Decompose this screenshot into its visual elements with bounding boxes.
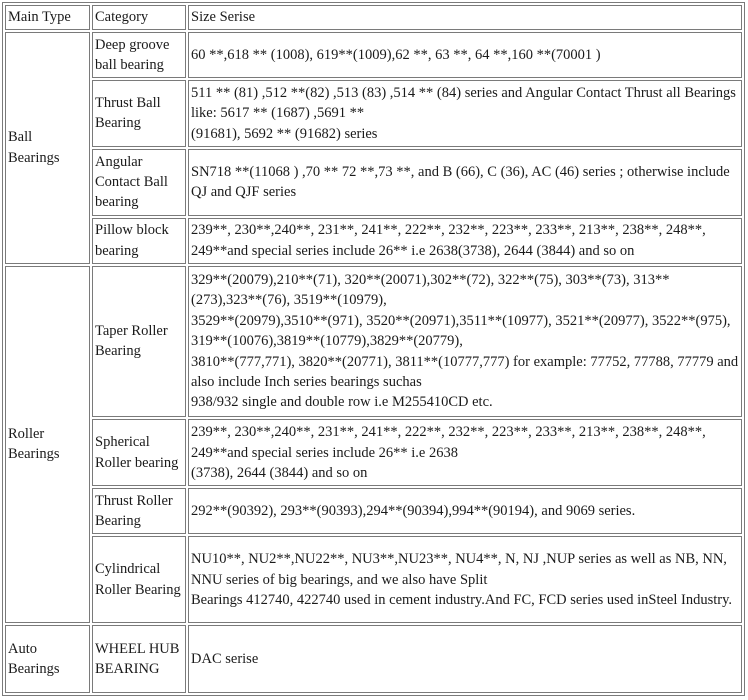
size-cell [188,149,742,216]
table-row [5,536,742,623]
size-line: 239**, 230**,240**, 231**, 241**, 222**, 232**, 223**, 233**, 213**, 238**, 248**, 249**and special series include 26** i.e 2638(3738), 2644 (3844) and so on [191,222,706,259]
category-cell: Thrust Ball Bearing [92,80,186,147]
size-cell [188,32,742,78]
header-row [5,5,742,30]
size-line: NU10**, NU2**,NU22**, NU3**,NU23**, NU4**, N, NJ ,NUP series as well as NB, NN, NNU series of big bearings, and we also have Split [191,551,727,588]
header-category: Category [92,5,186,30]
table-row [5,419,742,486]
main-type-roller: Roller Bearings [5,266,90,624]
table-row [5,488,742,534]
table-row [5,218,742,264]
table-row [5,32,742,78]
table-row [5,149,742,216]
size-cell [188,625,742,693]
size-line: (91681), 5692 ** (91682) series [191,125,378,142]
size-line: SN718 **(11068 ) ,70 ** 72 **,73 **, and B (66), C (36), AC (46) series ; otherwise include QJ and QJF series [191,163,730,201]
category-cell: Angular Contact Ball bearing [92,149,186,216]
category-cell: WHEEL HUB BEARING [92,625,186,693]
size-line: Bearings 412740, 422740 used in cement industry.And FC, FCD series used inSteel Industry. [191,591,733,608]
category-cell: Pillow block bearing [92,218,186,264]
size-line: 938/932 single and double row i.e M255410CD etc. [191,394,493,411]
category-cell: Cylindrical Roller Bearing [92,536,186,623]
size-line: 3810**(777,771), 3820**(20771), 3811**(10777,777) for example: 77752, 77788, 77779 and also include Inch series bearings suchas [191,353,739,391]
size-cell [188,419,742,486]
size-line: 511 ** (81) ,512 **(82) ,513 (83) ,514 ** (84) series and Angular Contact Thrust all Bearings like: 5617 ** (1687) ,5691 ** [191,84,736,122]
size-line: 239**, 230**,240**, 231**, 241**, 222**, 232**, 223**, 233**, 213**, 238**, 248**, 249**and special series include 26** i.e 2638 [191,424,706,461]
size-line: DAC serise [191,650,259,667]
size-cell [188,218,742,264]
main-type-auto: Auto Bearings [5,625,90,693]
size-line: (3738), 2644 (3844) and so on [191,464,368,481]
table-row [5,80,742,147]
size-line: 60 **,618 ** (1008), 619**(1009),62 **, 63 **, 64 **,160 **(70001 ) [191,46,601,63]
size-line: 329**(20079),210**(71), 320**(20071),302**(72), 322**(75), 303**(73), 313**(273),323**(76), 3519**(10979), [191,272,670,309]
size-cell [188,80,742,147]
size-line: 292**(90392), 293**(90393),294**(90394),994**(90194), and 9069 series. [191,502,636,519]
header-main-type: Main Type [5,5,90,30]
category-cell: Thrust Roller Bearing [92,488,186,534]
size-line: 3529**(20979),3510**(971), 3520**(20971),3511**(10977), 3521**(20977), 3522**(975), 319**(10076),3819**(10779),3829**(20779), [191,312,731,350]
size-cell [188,266,742,418]
bearing-series-table [2,2,745,696]
table-row [5,625,742,693]
main-type-ball: Ball Bearings [5,32,90,264]
header-size: Size Serise [188,5,742,30]
category-cell: Taper Roller Bearing [92,266,186,418]
size-cell [188,536,742,623]
category-cell: Deep groove ball bearing [92,32,186,78]
category-cell: Spherical Roller bearing [92,419,186,486]
size-cell [188,488,742,534]
table-row [5,266,742,418]
